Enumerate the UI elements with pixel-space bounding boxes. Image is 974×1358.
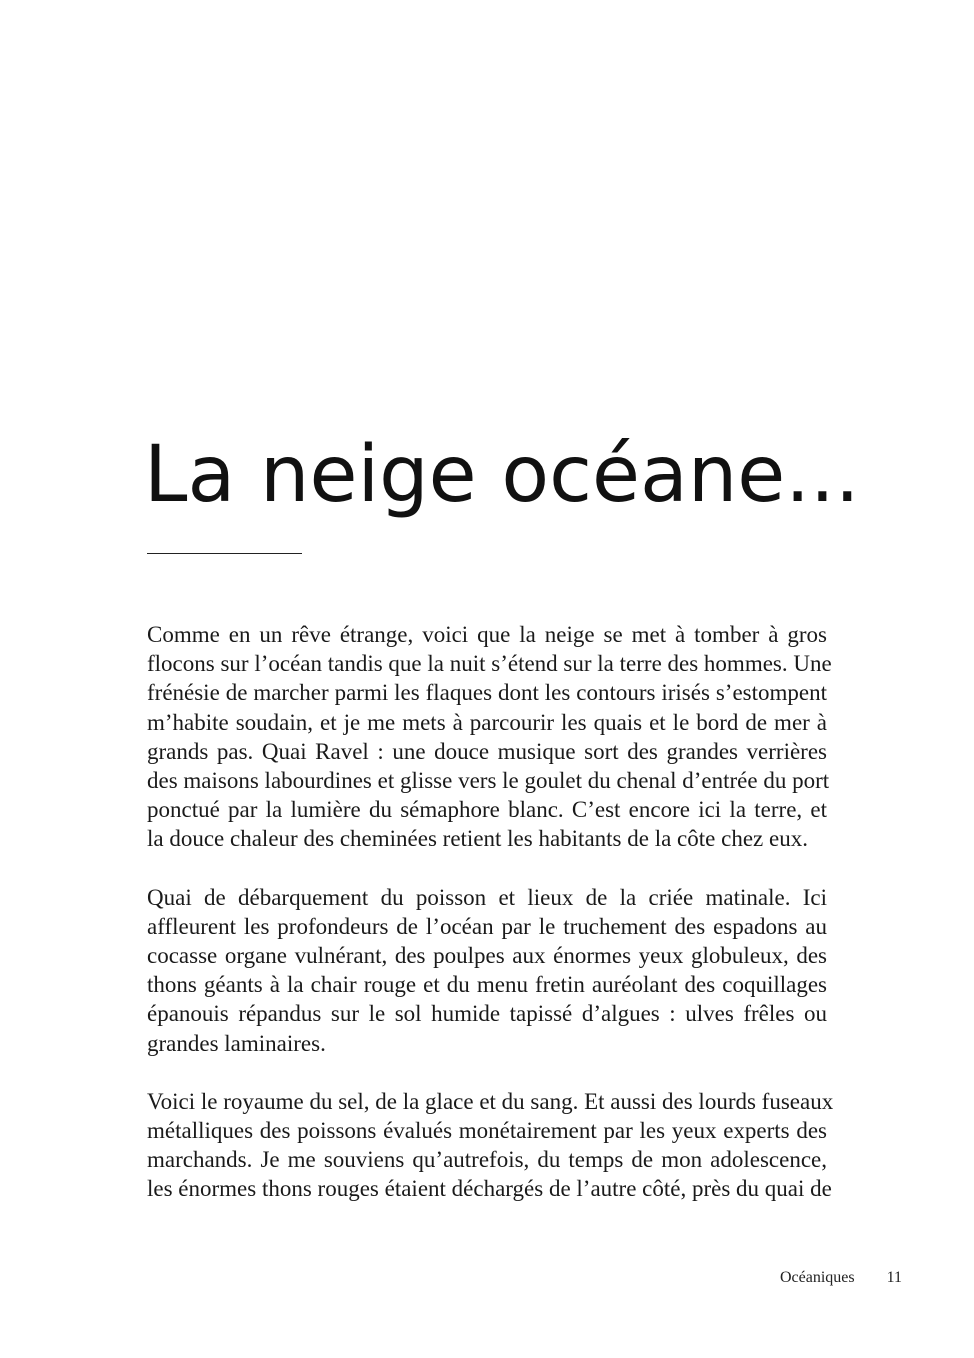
text-line: Quai de débarquement du poisson et lieux de la criée matinale. Ici [147,884,827,910]
text-line: Voici le royaume du sel, de la glace et du sang. Et aussi des lourds fuseaux [147,1088,834,1114]
paragraph-1 [147,620,832,854]
text-line: des maisons labourdines et glisse vers le goulet du chenal d’entrée du port [147,768,830,794]
running-footer [780,1268,902,1288]
text-line: la douce chaleur des cheminées retient les habitants de la côte chez eux. [147,826,808,852]
text-line: affleurent les profondeurs de l’océan par le truchement des espadons au [147,913,827,939]
footer-book-title: Océaniques [779,1269,855,1286]
body-text [147,620,834,1233]
text-line: cocasse organe vulnérant, des poulpes aux énormes yeux globuleux, des [147,943,827,969]
text-line: flocons sur l’océan tandis que la nuit s’étend sur la terre des hommes. Une [147,651,832,677]
text-line: frénésie de marcher parmi les flaques dont les contours irisés s’estompent [147,680,827,706]
text-line: ponctué par la lumière du sémaphore blanc. C’est encore ici la terre, et [147,797,827,823]
chapter-title: La neige océane... [144,430,860,520]
text-line: épanouis répandus sur le sol humide tapissé d’algues : ulves frêles ou [147,1001,827,1027]
paragraph-3 [147,1087,834,1204]
text-line: grandes laminaires. [147,1030,326,1056]
title-underline-rule [147,553,302,554]
paragraph-2 [147,883,827,1058]
text-line: Comme en un rêve étrange, voici que la neige se met à tomber à gros [147,622,827,647]
text-line: m’habite soudain, et je me mets à parcourir les quais et le bord de mer à [147,709,827,735]
text-line: marchands. Je me souviens qu’autrefois, du temps de mon adolescence, [147,1147,827,1173]
text-line: thons géants à la chair rouge et du menu fretin auréolant des coquillages [147,972,827,998]
text-line: les énormes thons rouges étaient déchargés de l’autre côté, près du quai de [147,1176,832,1202]
text-line: métalliques des poissons évalués monétairement par les yeux experts des [147,1118,827,1144]
text-line: grands pas. Quai Ravel : une douce musique sort des grandes verrières [147,738,827,764]
page-number: 11 [886,1269,902,1286]
